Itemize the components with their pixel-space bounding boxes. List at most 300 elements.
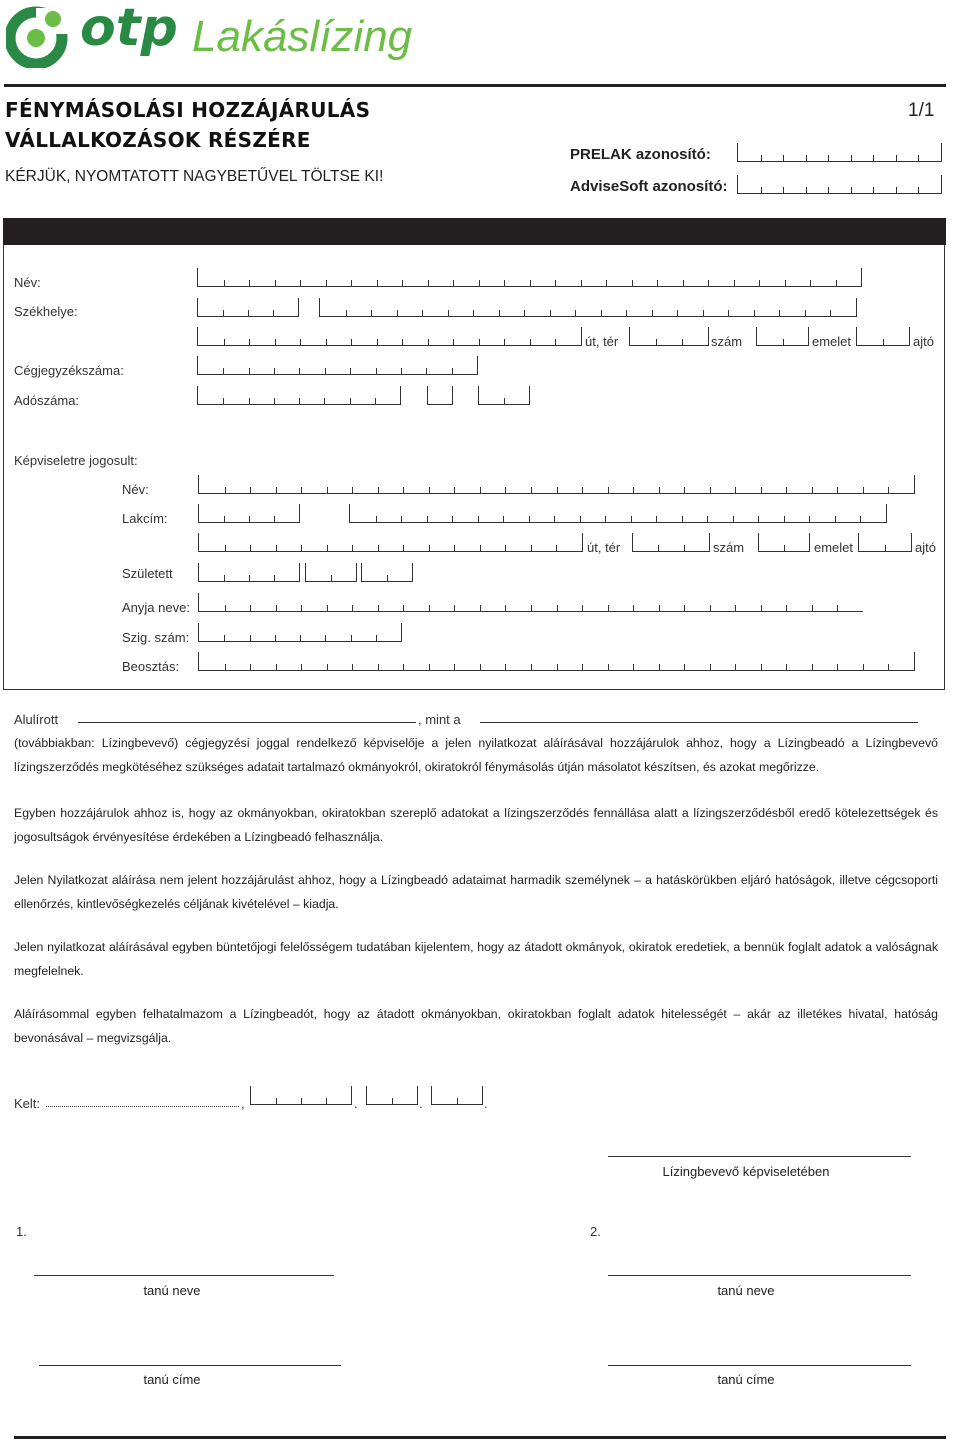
rep-address-floor-field[interactable] — [758, 533, 810, 552]
company-tax-label: Adószáma: — [14, 393, 80, 408]
field-cell-divider — [505, 545, 506, 551]
field-cell-divider — [275, 635, 276, 641]
company-name-field[interactable] — [197, 268, 862, 287]
field-cell-divider — [448, 310, 449, 316]
field-cell-divider — [249, 398, 250, 404]
form-title-line2: VÁLLALKOZÁSOK RÉSZÉRE — [5, 128, 311, 152]
field-cell-divider — [377, 339, 378, 345]
field-cell-divider — [224, 280, 225, 286]
place-field[interactable] — [46, 1106, 239, 1107]
field-cell-divider — [860, 516, 861, 522]
field-cell-divider — [378, 545, 379, 551]
field-cell-divider — [223, 310, 224, 316]
field-cell-divider — [786, 487, 787, 493]
field-cell-divider — [708, 280, 709, 286]
field-cell-divider — [529, 516, 530, 522]
field-cell-divider — [480, 664, 481, 670]
field-cell-divider — [248, 310, 249, 316]
company-seat-number-field[interactable] — [629, 327, 709, 346]
field-cell-divider — [301, 664, 302, 670]
rep-address-door-field[interactable] — [858, 533, 912, 552]
field-cell-divider — [703, 310, 704, 316]
field-cell-divider — [812, 664, 813, 670]
field-cell-divider — [452, 516, 453, 522]
field-cell-divider — [325, 635, 326, 641]
field-cell-divider — [402, 339, 403, 345]
field-cell-divider — [250, 635, 251, 641]
field-cell-divider — [530, 339, 531, 345]
field-cell-divider — [480, 545, 481, 551]
field-cell-divider — [479, 280, 480, 286]
field-cell-divider — [250, 605, 251, 611]
field-cell-divider — [806, 155, 807, 161]
field-cell-divider — [503, 516, 504, 522]
field-cell-divider — [224, 635, 225, 641]
witness-1-number: 1. — [16, 1224, 27, 1239]
witness-2-address-label: tanú címe — [717, 1372, 775, 1387]
date-month-field[interactable] — [366, 1086, 418, 1105]
company-door-label: ajtó — [913, 334, 934, 349]
company-reg-label: Cégjegyzékszáma: — [14, 363, 124, 378]
field-cell-divider — [707, 516, 708, 522]
field-cell-divider — [896, 187, 897, 193]
field-cell-divider — [684, 605, 685, 611]
field-cell-divider — [331, 575, 332, 581]
field-cell-divider — [249, 368, 250, 374]
field-cell-divider — [274, 575, 275, 581]
field-cell-divider — [352, 545, 353, 551]
field-cell-divider — [735, 664, 736, 670]
field-cell-divider — [346, 310, 347, 316]
field-cell-divider — [524, 310, 525, 316]
field-cell-divider — [225, 664, 226, 670]
field-cell-divider — [223, 368, 224, 374]
witness-1-name-label: tanú neve — [143, 1283, 201, 1298]
field-cell-divider — [225, 605, 226, 611]
field-cell-divider — [633, 605, 634, 611]
field-cell-divider — [378, 605, 379, 611]
field-cell-divider — [805, 310, 806, 316]
header-rule — [4, 84, 946, 87]
section-header-bar — [3, 218, 946, 245]
rep-name-label: Név: — [122, 482, 149, 497]
undersigned-name-line[interactable] — [78, 722, 416, 723]
field-cell-divider — [608, 487, 609, 493]
field-cell-divider — [837, 605, 838, 611]
field-cell-divider — [786, 664, 787, 670]
field-cell-divider — [761, 187, 762, 193]
field-cell-divider — [835, 516, 836, 522]
company-tax-field-2[interactable] — [427, 386, 453, 405]
field-cell-divider — [684, 545, 685, 551]
field-cell-divider — [478, 516, 479, 522]
field-cell-divider — [274, 368, 275, 374]
field-cell-divider — [453, 339, 454, 345]
paragraph-3: Jelen Nyilatkozat aláírása nem jelent hozzájárulást ahhoz, hogy a Lízingbeadó adataimat harmadik személynek – a hatáskörükben eljáró hatóságok, illetve cégcsoporti ellenőrzés, kintlevőségkezelés céljának kivételével – kiadja. — [14, 873, 938, 911]
field-cell-divider — [761, 605, 762, 611]
field-cell-divider — [531, 605, 532, 611]
company-tax-field-1[interactable] — [197, 386, 401, 405]
field-cell-divider — [300, 280, 301, 286]
rep-street-label: út, tér — [587, 540, 621, 555]
field-cell-divider — [896, 155, 897, 161]
rep-birth-day-field[interactable] — [361, 563, 413, 582]
field-cell-divider — [250, 545, 251, 551]
field-cell-divider — [652, 310, 653, 316]
field-cell-divider — [473, 310, 474, 316]
rep-address-number-field[interactable] — [632, 533, 710, 552]
field-cell-divider — [480, 487, 481, 493]
field-cell-divider — [733, 516, 734, 522]
rep-mother-label: Anyja neve: — [122, 600, 190, 615]
field-cell-divider — [352, 605, 353, 611]
field-cell-divider — [582, 487, 583, 493]
rep-name-field[interactable] — [198, 475, 915, 494]
witness-1-address-label: tanú címe — [143, 1372, 201, 1387]
field-cell-divider — [301, 545, 302, 551]
field-cell-divider — [327, 545, 328, 551]
field-cell-divider — [324, 398, 325, 404]
field-cell-divider — [249, 339, 250, 345]
field-cell-divider — [378, 664, 379, 670]
field-cell-divider — [224, 575, 225, 581]
field-cell-divider — [301, 487, 302, 493]
field-cell-divider — [377, 280, 378, 286]
field-cell-divider — [274, 516, 275, 522]
field-cell-divider — [403, 664, 404, 670]
field-cell-divider — [375, 398, 376, 404]
field-cell-divider — [276, 605, 277, 611]
company-seat-street-field[interactable] — [197, 327, 582, 346]
field-cell-divider — [656, 339, 657, 345]
field-cell-divider — [371, 310, 372, 316]
field-cell-divider — [683, 280, 684, 286]
field-cell-divider — [734, 280, 735, 286]
field-cell-divider — [761, 155, 762, 161]
field-cell-divider — [505, 664, 506, 670]
field-cell-divider — [505, 487, 506, 493]
field-cell-divider — [531, 664, 532, 670]
field-cell-divider — [376, 368, 377, 374]
field-cell-divider — [605, 516, 606, 522]
field-cell-divider — [249, 280, 250, 286]
field-cell-divider — [225, 487, 226, 493]
field-cell-divider — [608, 664, 609, 670]
field-cell-divider — [873, 155, 874, 161]
field-cell-divider — [504, 398, 505, 404]
field-cell-divider — [684, 487, 685, 493]
field-cell-divider — [677, 310, 678, 316]
field-cell-divider — [606, 280, 607, 286]
field-cell-divider — [352, 664, 353, 670]
page-number: 1/1 — [908, 100, 935, 121]
field-cell-divider — [682, 516, 683, 522]
field-cell-divider — [505, 605, 506, 611]
field-cell-divider — [499, 310, 500, 316]
company-logo — [6, 2, 426, 72]
field-cell-divider — [325, 368, 326, 374]
field-cell-divider — [851, 155, 852, 161]
paragraph-1: (továbbiakban: Lízingbevevő) cégjegyzési joggal rendelkező képviselője a jelen nyilatkozat aláírásával hozzájárulok ahhoz, hogy a Lízingbeadó a Lízingbevevő lízingszerződés megkötéséhez szükséges adatait tartalmazó okmányokról, okiratokról fénymásolás útján másolatot készítsen, és azokat megőrizze. — [14, 736, 938, 774]
advisesoft-field[interactable] — [737, 175, 942, 194]
company-seat-floor-field[interactable] — [756, 327, 809, 346]
field-cell-divider — [735, 605, 736, 611]
field-cell-divider — [828, 187, 829, 193]
field-cell-divider — [402, 280, 403, 286]
field-cell-divider — [276, 1098, 277, 1104]
field-cell-divider — [376, 516, 377, 522]
date-year-field[interactable] — [250, 1086, 352, 1105]
field-cell-divider — [659, 664, 660, 670]
prelak-field[interactable] — [737, 143, 942, 162]
field-cell-divider — [504, 339, 505, 345]
rep-mother-field[interactable] — [198, 593, 863, 612]
field-cell-divider — [710, 664, 711, 670]
company-name-line[interactable] — [480, 722, 918, 723]
field-cell-divider — [457, 1098, 458, 1104]
field-cell-divider — [883, 339, 884, 345]
field-cell-divider — [888, 664, 889, 670]
field-cell-divider — [301, 605, 302, 611]
field-cell-divider — [581, 280, 582, 286]
field-cell-divider — [888, 487, 889, 493]
logo-product-text: Lakáslízing — [192, 12, 413, 61]
field-cell-divider — [530, 280, 531, 286]
field-cell-divider — [351, 280, 352, 286]
place-comma: , — [241, 1096, 245, 1111]
field-cell-divider — [427, 516, 428, 522]
field-cell-divider — [273, 310, 274, 316]
field-cell-divider — [810, 280, 811, 286]
field-cell-divider — [376, 635, 377, 641]
field-cell-divider — [735, 487, 736, 493]
advisesoft-label: AdviseSoft azonosító: — [570, 178, 728, 195]
field-cell-divider — [608, 605, 609, 611]
company-name-label: Név: — [14, 275, 41, 290]
field-cell-divider — [837, 487, 838, 493]
field-cell-divider — [276, 487, 277, 493]
rep-position-label: Beosztás: — [122, 659, 180, 674]
field-cell-divider — [779, 310, 780, 316]
field-cell-divider — [657, 280, 658, 286]
undersigned-label: Alulírott — [14, 712, 59, 727]
field-cell-divider — [378, 487, 379, 493]
field-cell-divider — [837, 664, 838, 670]
field-cell-divider — [429, 545, 430, 551]
field-cell-divider — [754, 310, 755, 316]
field-cell-divider — [761, 664, 762, 670]
company-tax-field-3[interactable] — [478, 386, 530, 405]
field-cell-divider — [299, 368, 300, 374]
company-reg-field[interactable] — [197, 356, 478, 375]
field-cell-divider — [836, 280, 837, 286]
field-cell-divider — [326, 280, 327, 286]
date-day-field[interactable] — [431, 1086, 483, 1105]
field-cell-divider — [557, 605, 558, 611]
field-cell-divider — [554, 516, 555, 522]
field-cell-divider — [403, 487, 404, 493]
field-cell-divider — [759, 280, 760, 286]
field-cell-divider — [784, 545, 785, 551]
field-cell-divider — [426, 368, 427, 374]
field-cell-divider — [557, 487, 558, 493]
field-cell-divider — [632, 280, 633, 286]
field-cell-divider — [582, 605, 583, 611]
field-cell-divider — [656, 516, 657, 522]
field-cell-divider — [582, 664, 583, 670]
field-cell-divider — [327, 605, 328, 611]
field-cell-divider — [276, 545, 277, 551]
field-cell-divider — [873, 187, 874, 193]
field-cell-divider — [452, 368, 453, 374]
field-cell-divider — [301, 1098, 302, 1104]
field-cell-divider — [809, 516, 810, 522]
field-cell-divider — [601, 310, 602, 316]
fill-instruction: KÉRJÜK, NYOMTATOTT NAGYBETŰVEL TÖLTSE KI! — [5, 168, 384, 185]
field-cell-divider — [659, 487, 660, 493]
prelak-label: PRELAK azonosító: — [570, 146, 711, 163]
field-cell-divider — [480, 605, 481, 611]
witness-2-address-line[interactable] — [608, 1365, 911, 1366]
field-cell-divider — [531, 545, 532, 551]
field-cell-divider — [429, 664, 430, 670]
rep-address-postcode-field[interactable] — [198, 504, 300, 523]
field-cell-divider — [274, 398, 275, 404]
field-cell-divider — [658, 545, 659, 551]
field-cell-divider — [454, 664, 455, 670]
lessee-signature-label: Lízingbevevő képviseletében — [662, 1164, 830, 1179]
field-cell-divider — [710, 487, 711, 493]
company-floor-label: emelet — [812, 334, 852, 349]
witness-1-address-line[interactable] — [39, 1365, 341, 1366]
logo-otp-text: otp — [80, 0, 178, 58]
field-cell-divider — [555, 339, 556, 345]
field-cell-divider — [350, 398, 351, 404]
field-cell-divider — [351, 635, 352, 641]
field-cell-divider — [327, 664, 328, 670]
rep-floor-label: emelet — [814, 540, 854, 555]
field-cell-divider — [454, 487, 455, 493]
field-cell-divider — [550, 310, 551, 316]
field-cell-divider — [626, 310, 627, 316]
field-cell-divider — [250, 664, 251, 670]
witness-2-name-label: tanú neve — [717, 1283, 775, 1298]
rep-address-label: Lakcím: — [122, 511, 168, 526]
field-cell-divider — [806, 187, 807, 193]
witness-2-name-line[interactable] — [608, 1275, 911, 1276]
field-cell-divider — [682, 339, 683, 345]
field-cell-divider — [403, 605, 404, 611]
field-cell-divider — [223, 398, 224, 404]
company-seat-door-field[interactable] — [856, 327, 910, 346]
field-cell-divider — [918, 155, 919, 161]
field-cell-divider — [812, 605, 813, 611]
field-cell-divider — [710, 605, 711, 611]
field-cell-divider — [350, 368, 351, 374]
field-cell-divider — [761, 487, 762, 493]
field-cell-divider — [429, 605, 430, 611]
company-seat-postcode-field[interactable] — [197, 298, 299, 317]
field-cell-divider — [631, 516, 632, 522]
rep-birth-year-field[interactable] — [198, 563, 300, 582]
field-cell-divider — [784, 516, 785, 522]
field-cell-divider — [300, 339, 301, 345]
field-cell-divider — [249, 575, 250, 581]
field-cell-divider — [479, 339, 480, 345]
witness-1-name-line[interactable] — [34, 1275, 334, 1276]
rep-born-label: Született — [122, 566, 173, 581]
otp-logo-icon — [6, 4, 70, 68]
field-cell-divider — [555, 280, 556, 286]
field-cell-divider — [275, 339, 276, 345]
company-street-label: út, tér — [585, 334, 619, 349]
as-a-label: , mint a — [418, 712, 461, 727]
field-cell-divider — [785, 280, 786, 286]
company-seat-label: Székhelye: — [14, 304, 78, 319]
field-cell-divider — [249, 516, 250, 522]
paragraph-5: Aláírásommal egyben felhatalmazom a Lízingbeadót, hogy az átadott okmányokban, okiratokban foglalt adatok hitelességét – akár az illetékes hivatal, hatóság bevonásával – megvizsgálja. — [14, 1007, 938, 1045]
rep-address-city-field[interactable] — [349, 504, 887, 523]
field-cell-divider — [275, 280, 276, 286]
date-place-label: Kelt: — [14, 1096, 41, 1111]
company-number-label: szám — [711, 334, 743, 349]
paragraph-4: Jelen nyilatkozat aláírásával egyben büntetőjogi felelősségem tudatában kijelentem, hogy az átadott okmányok, okiratok eredetiek, a bennük foglalt adatok a valóságnak megfelelnek. — [14, 940, 938, 978]
field-cell-divider — [428, 339, 429, 345]
rep-id-label: Szig. szám: — [122, 630, 190, 645]
rep-address-street-field[interactable] — [198, 533, 583, 552]
field-cell-divider — [918, 187, 919, 193]
field-cell-divider — [422, 310, 423, 316]
field-cell-divider — [504, 280, 505, 286]
company-seat-city-field[interactable] — [319, 298, 857, 317]
footer-rule — [14, 1436, 946, 1439]
rep-position-field[interactable] — [198, 652, 915, 671]
field-cell-divider — [397, 310, 398, 316]
field-cell-divider — [401, 368, 402, 374]
field-cell-divider — [575, 310, 576, 316]
field-cell-divider — [863, 487, 864, 493]
field-cell-divider — [352, 487, 353, 493]
field-cell-divider — [633, 664, 634, 670]
form-title-line1: FÉNYMÁSOLÁSI HOZZÁJÁRULÁS — [5, 98, 371, 122]
date-dot-1: . — [354, 1096, 358, 1111]
field-cell-divider — [885, 545, 886, 551]
field-cell-divider — [351, 339, 352, 345]
field-cell-divider — [300, 635, 301, 641]
field-cell-divider — [428, 280, 429, 286]
field-cell-divider — [224, 516, 225, 522]
field-cell-divider — [326, 1098, 327, 1104]
field-cell-divider — [863, 664, 864, 670]
field-cell-divider — [758, 516, 759, 522]
field-cell-divider — [728, 310, 729, 316]
rep-birth-month-field[interactable] — [305, 563, 357, 582]
field-cell-divider — [812, 487, 813, 493]
field-cell-divider — [851, 187, 852, 193]
field-cell-divider — [401, 516, 402, 522]
field-cell-divider — [557, 664, 558, 670]
field-cell-divider — [327, 487, 328, 493]
field-cell-divider — [392, 1098, 393, 1104]
field-cell-divider — [828, 155, 829, 161]
field-cell-divider — [783, 155, 784, 161]
field-cell-divider — [783, 187, 784, 193]
lessee-signature-line[interactable] — [608, 1156, 911, 1157]
witness-2-number: 2. — [590, 1224, 601, 1239]
field-cell-divider — [454, 605, 455, 611]
rep-id-field[interactable] — [198, 623, 402, 642]
field-cell-divider — [429, 487, 430, 493]
